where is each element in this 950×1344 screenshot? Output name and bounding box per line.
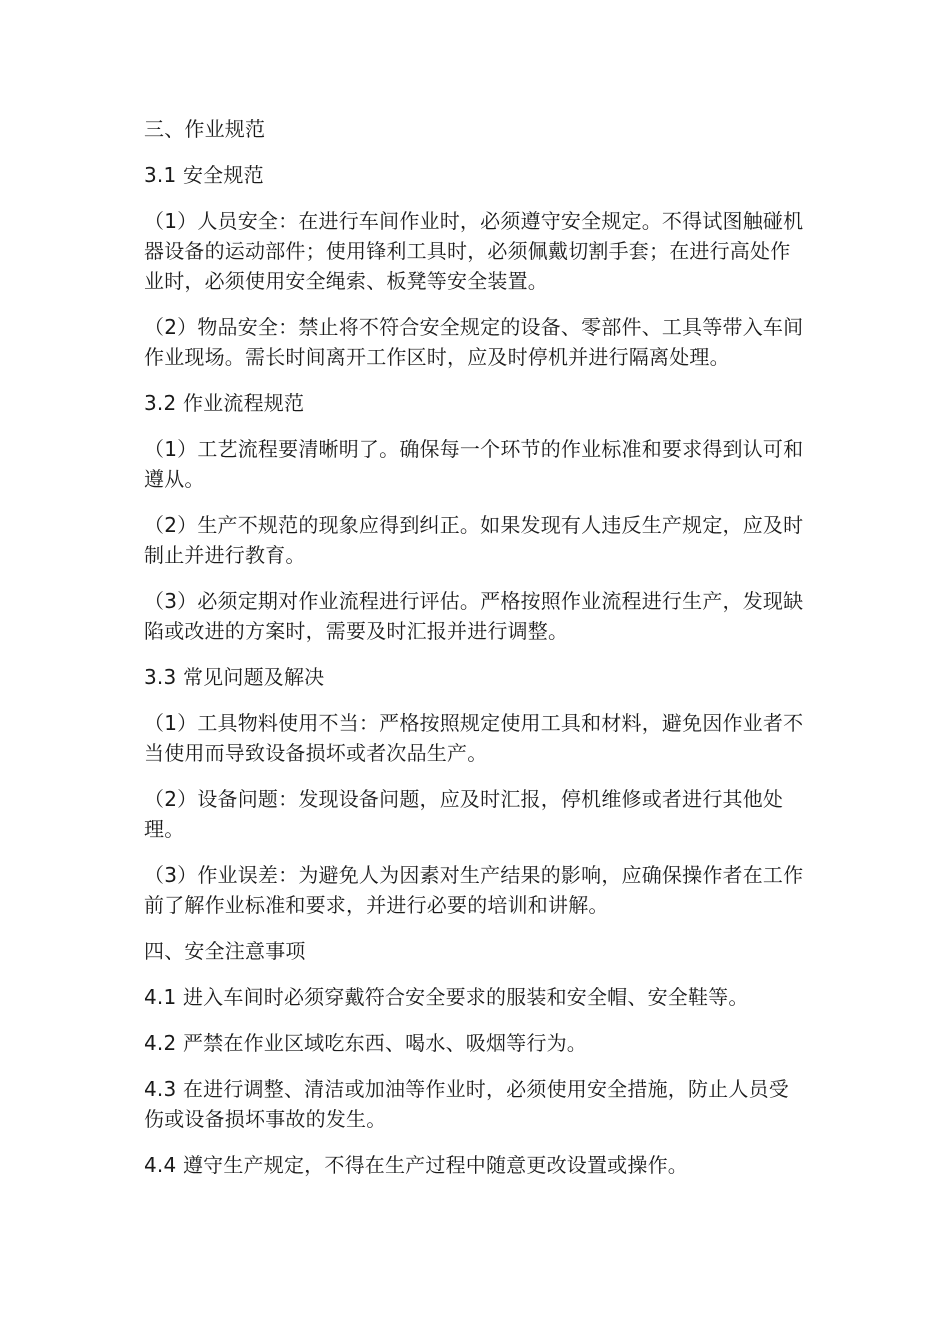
subsection-heading-3-1: 3.1 安全规范 [144,163,264,187]
subsection-heading-3-3: 3.3 常见问题及解决 [144,665,325,689]
paragraph-process-evaluation: （3）必须定期对作业流程进行评估。严格按照作业流程进行生产，发现缺陷或改进的方案时，需要及时汇报并进行调整。 [144,589,804,643]
paragraph-personnel-safety: （1）人员安全：在进行车间作业时，必须遵守安全规定。不得试图触碰机器设备的运动部件；使用锋利工具时，必须佩戴切割手套；在进行高处作业时，必须使用安全绳索、板凳等安全装置。 [144,209,804,293]
paragraph-operation-error: （3）作业误差：为避免人为因素对生产结果的影响，应确保操作者在工作前了解作业标准和要求，并进行必要的培训和讲解。 [144,863,804,917]
paragraph-process-clear: （1）工艺流程要清晰明了。确保每一个环节的作业标准和要求得到认可和遵从。 [144,437,804,491]
paragraph-tool-misuse: （1）工具物料使用不当：严格按照规定使用工具和材料，避免因作业者不当使用而导致设备损坏或者次品生产。 [144,711,804,765]
paragraph-item-safety: （2）物品安全：禁止将不符合安全规定的设备、零部件、工具等带入车间作业现场。需长时间离开工作区时，应及时停机并进行隔离处理。 [144,315,804,369]
paragraph-4-2: 4.2 严禁在作业区域吃东西、喝水、吸烟等行为。 [144,1031,587,1055]
subsection-heading-3-2: 3.2 作业流程规范 [144,391,305,415]
paragraph-4-3: 4.3 在进行调整、清洁或加油等作业时，必须使用安全措施，防止人员受伤或设备损坏事故的发生。 [144,1077,789,1131]
paragraph-4-1: 4.1 进入车间时必须穿戴符合安全要求的服装和安全帽、安全鞋等。 [144,985,749,1009]
section-heading-3: 三、作业规范 [144,117,266,141]
paragraph-nonstandard-correction: （2）生产不规范的现象应得到纠正。如果发现有人违反生产规定，应及时制止并进行教育。 [144,513,804,567]
paragraph-4-4: 4.4 遵守生产规定，不得在生产过程中随意更改设置或操作。 [144,1153,688,1177]
section-heading-4: 四、安全注意事项 [144,939,306,963]
paragraph-equipment-problem: （2）设备问题：发现设备问题，应及时汇报，停机维修或者进行其他处理。 [144,787,784,841]
document-page [144,114,808,1196]
